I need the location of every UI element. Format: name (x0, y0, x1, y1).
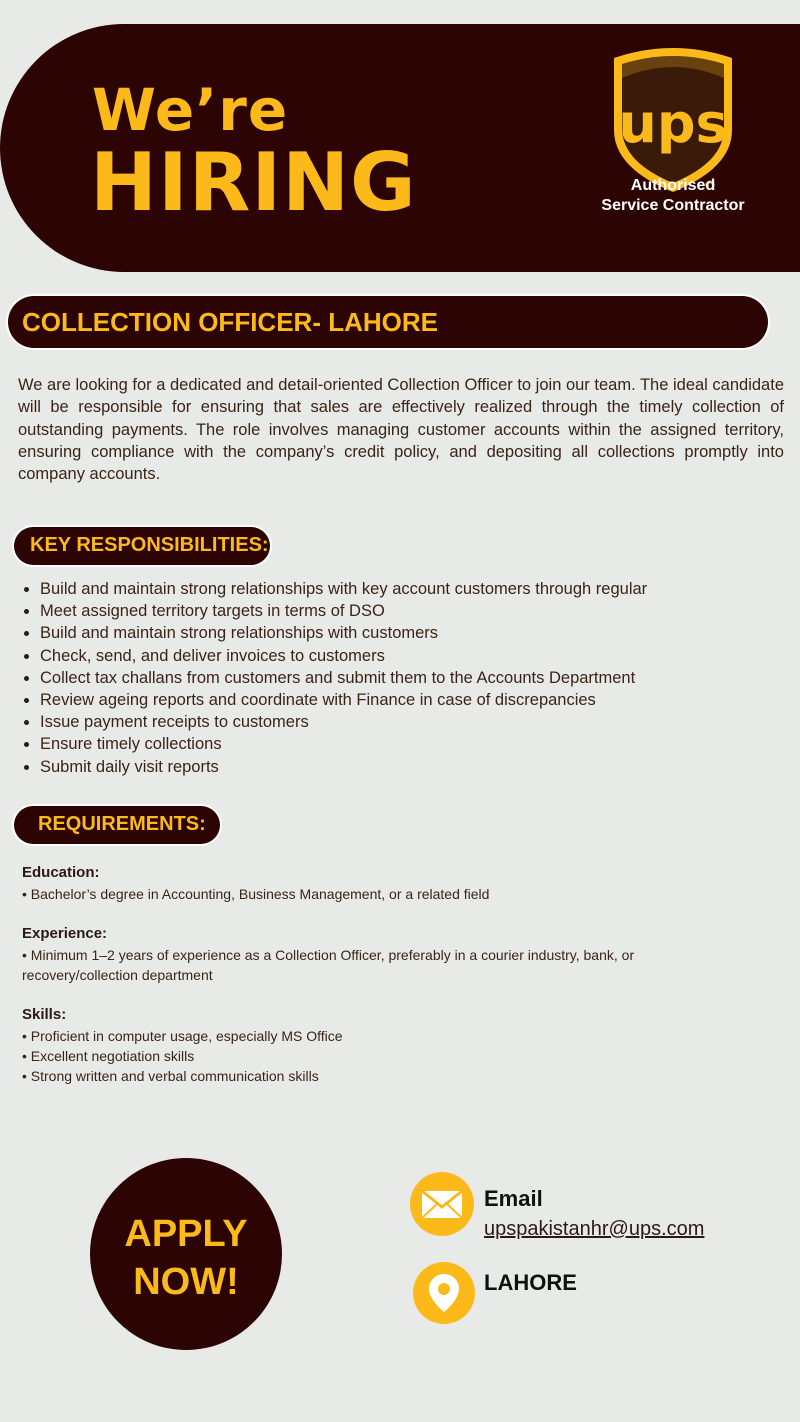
responsibilities-list (22, 578, 647, 778)
experience-item: • Minimum 1–2 years of experience as a Collection Officer, preferably in a courier industry, bank, or recovery/collection department (22, 947, 635, 983)
envelope-icon (410, 1172, 474, 1236)
logo-caption-line-1: Authorised (630, 177, 716, 194)
apply-now-badge (90, 1158, 282, 1350)
skills-item: • Excellent negotiation skills (22, 1048, 195, 1064)
list-item: Meet assigned territory targets in terms of DSO (22, 600, 647, 622)
ups-shield-logo (608, 44, 738, 194)
list-item: Review ageing reports and coordinate with Finance in case of discrepancies (22, 689, 647, 711)
experience-label: Experience: (22, 925, 108, 942)
list-item: Build and maintain strong relationships with customers (22, 622, 647, 644)
apply-line-2: NOW! (133, 1261, 239, 1303)
education-item: • Bachelor’s degree in Accounting, Business Management, or a related field (22, 886, 490, 902)
email-label: Email (484, 1186, 543, 1211)
requirements-heading: REQUIREMENTS: (38, 813, 206, 835)
hero-line-1: We’re (92, 76, 289, 144)
apply-now-text (90, 1210, 282, 1306)
list-item: Issue payment receipts to customers (22, 711, 647, 733)
responsibilities-heading: KEY RESPONSIBILITIES: (30, 534, 269, 556)
skills-label: Skills: (22, 1006, 67, 1023)
job-description: We are looking for a dedicated and detail-oriented Collection Officer to join our team. The ideal candidate will be responsible for ensuring that sales are effectively realized through the timely collection of outstanding payments. The role involves managing customer accounts within the assigned territory, ensuring compliance with the company’s credit policy, and depositing all collections promptly into company accounts. (18, 376, 784, 484)
map-pin-icon (413, 1262, 475, 1324)
job-title-banner (8, 296, 768, 348)
skills-item: • Proficient in computer usage, especially MS Office (22, 1028, 343, 1044)
location-label: LAHORE (484, 1270, 577, 1295)
logo-caption-line-2: Service Contractor (601, 197, 745, 214)
requirements-heading-pill (14, 806, 220, 844)
list-item: Submit daily visit reports (22, 756, 647, 778)
job-title: COLLECTION OFFICER- LAHORE (22, 307, 438, 337)
skills-item: • Strong written and verbal communication skills (22, 1068, 319, 1084)
email-link[interactable]: upspakistanhr@ups.com (484, 1218, 705, 1240)
list-item: Ensure timely collections (22, 733, 647, 755)
apply-line-1: APPLY (124, 1213, 248, 1255)
list-item: Build and maintain strong relationships with key account customers through regular (22, 578, 647, 600)
responsibilities-heading-pill (14, 527, 270, 565)
list-item: Check, send, and deliver invoices to customers (22, 645, 647, 667)
list-item: Collect tax challans from customers and submit them to the Accounts Department (22, 667, 647, 689)
hero-line-2: HIRING (90, 136, 417, 229)
education-label: Education: (22, 864, 100, 881)
ups-logo-wordmark: ups (618, 92, 728, 155)
logo-caption (580, 176, 766, 216)
